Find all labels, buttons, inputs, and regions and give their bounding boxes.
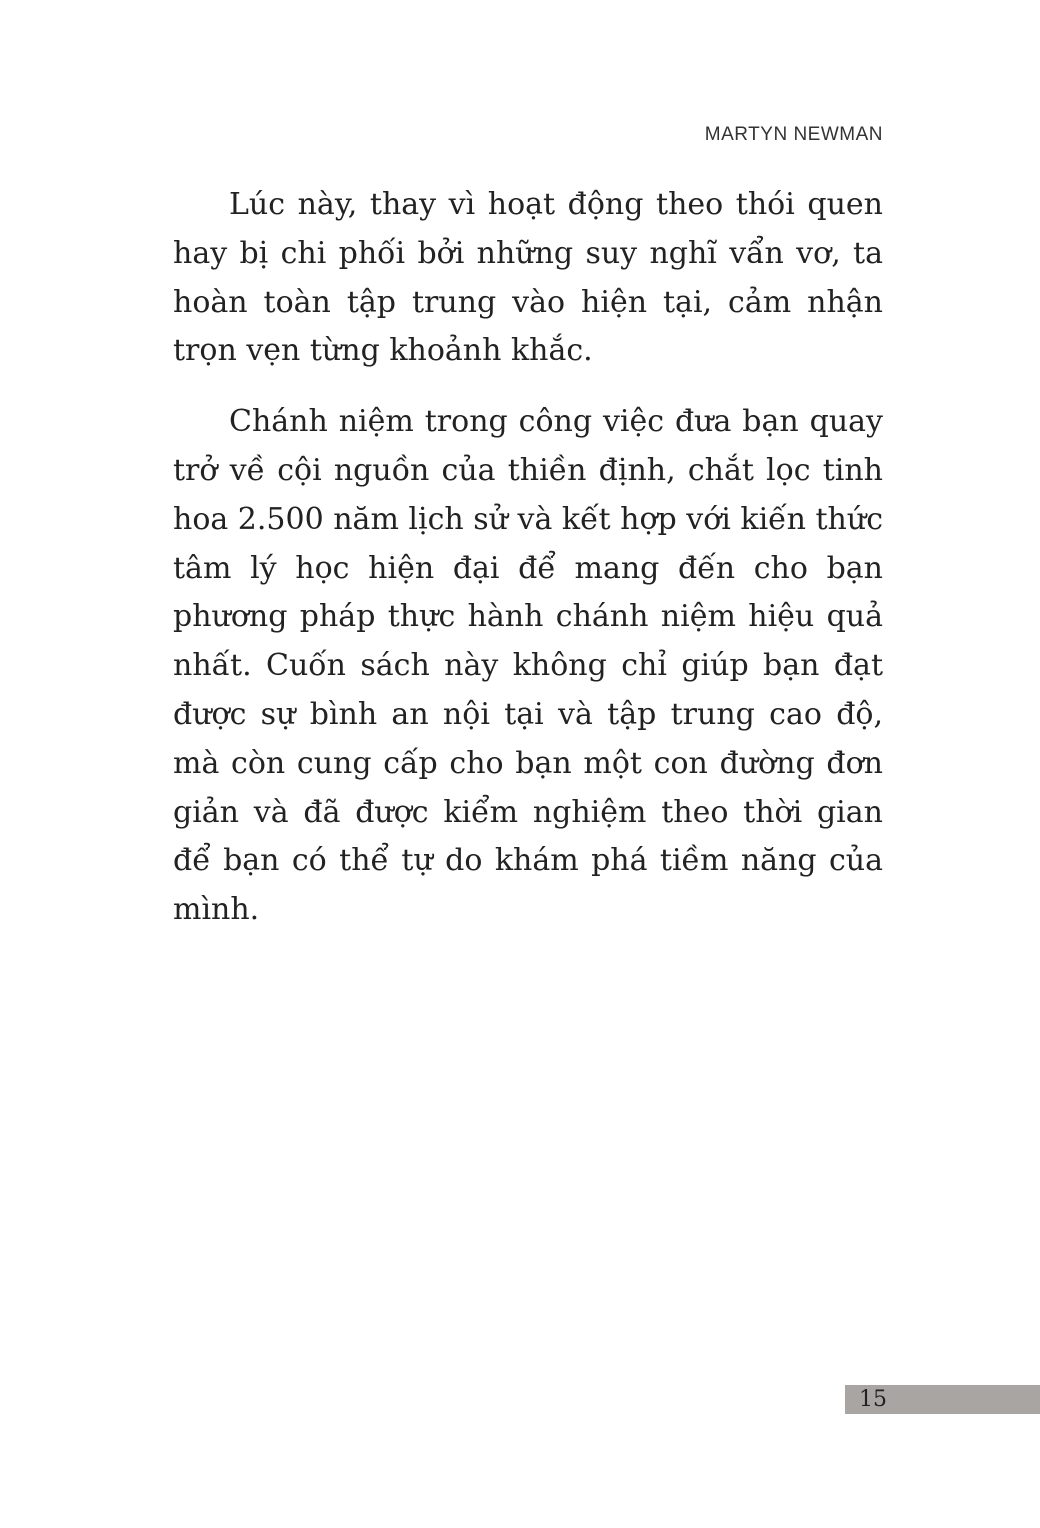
running-header-author: MARTYN NEWMAN (704, 124, 883, 145)
paragraph-1: Lúc này, thay vì hoạt động theo thói quen hay bị chi phối bởi những suy nghĩ vẩn vơ, ta hoàn toàn tập trung vào hiện tại, cảm nhận trọn vẹn từng khoảnh khắc. (173, 187, 883, 369)
page-number-tab (845, 1385, 1040, 1414)
paragraph-2: Chánh niệm trong công việc đưa bạn quay trở về cội nguồn của thiền định, chắt lọc tinh hoa 2.500 năm lịch sử và kết hợp với kiến thức tâm lý học hiện đại để mang đến cho bạn phương pháp thực hành chánh niệm hiệu quả nhất. Cuốn sách này không chỉ giúp bạn đạt được sự bình an nội tại và tập trung cao độ, mà còn cung cấp cho bạn một con đường đơn giản và đã được kiểm nghiệm theo thời gian để bạn có thể tự do khám phá tiềm năng của mình. (173, 404, 883, 928)
body-text (173, 181, 883, 957)
page-number: 15 (859, 1387, 887, 1412)
